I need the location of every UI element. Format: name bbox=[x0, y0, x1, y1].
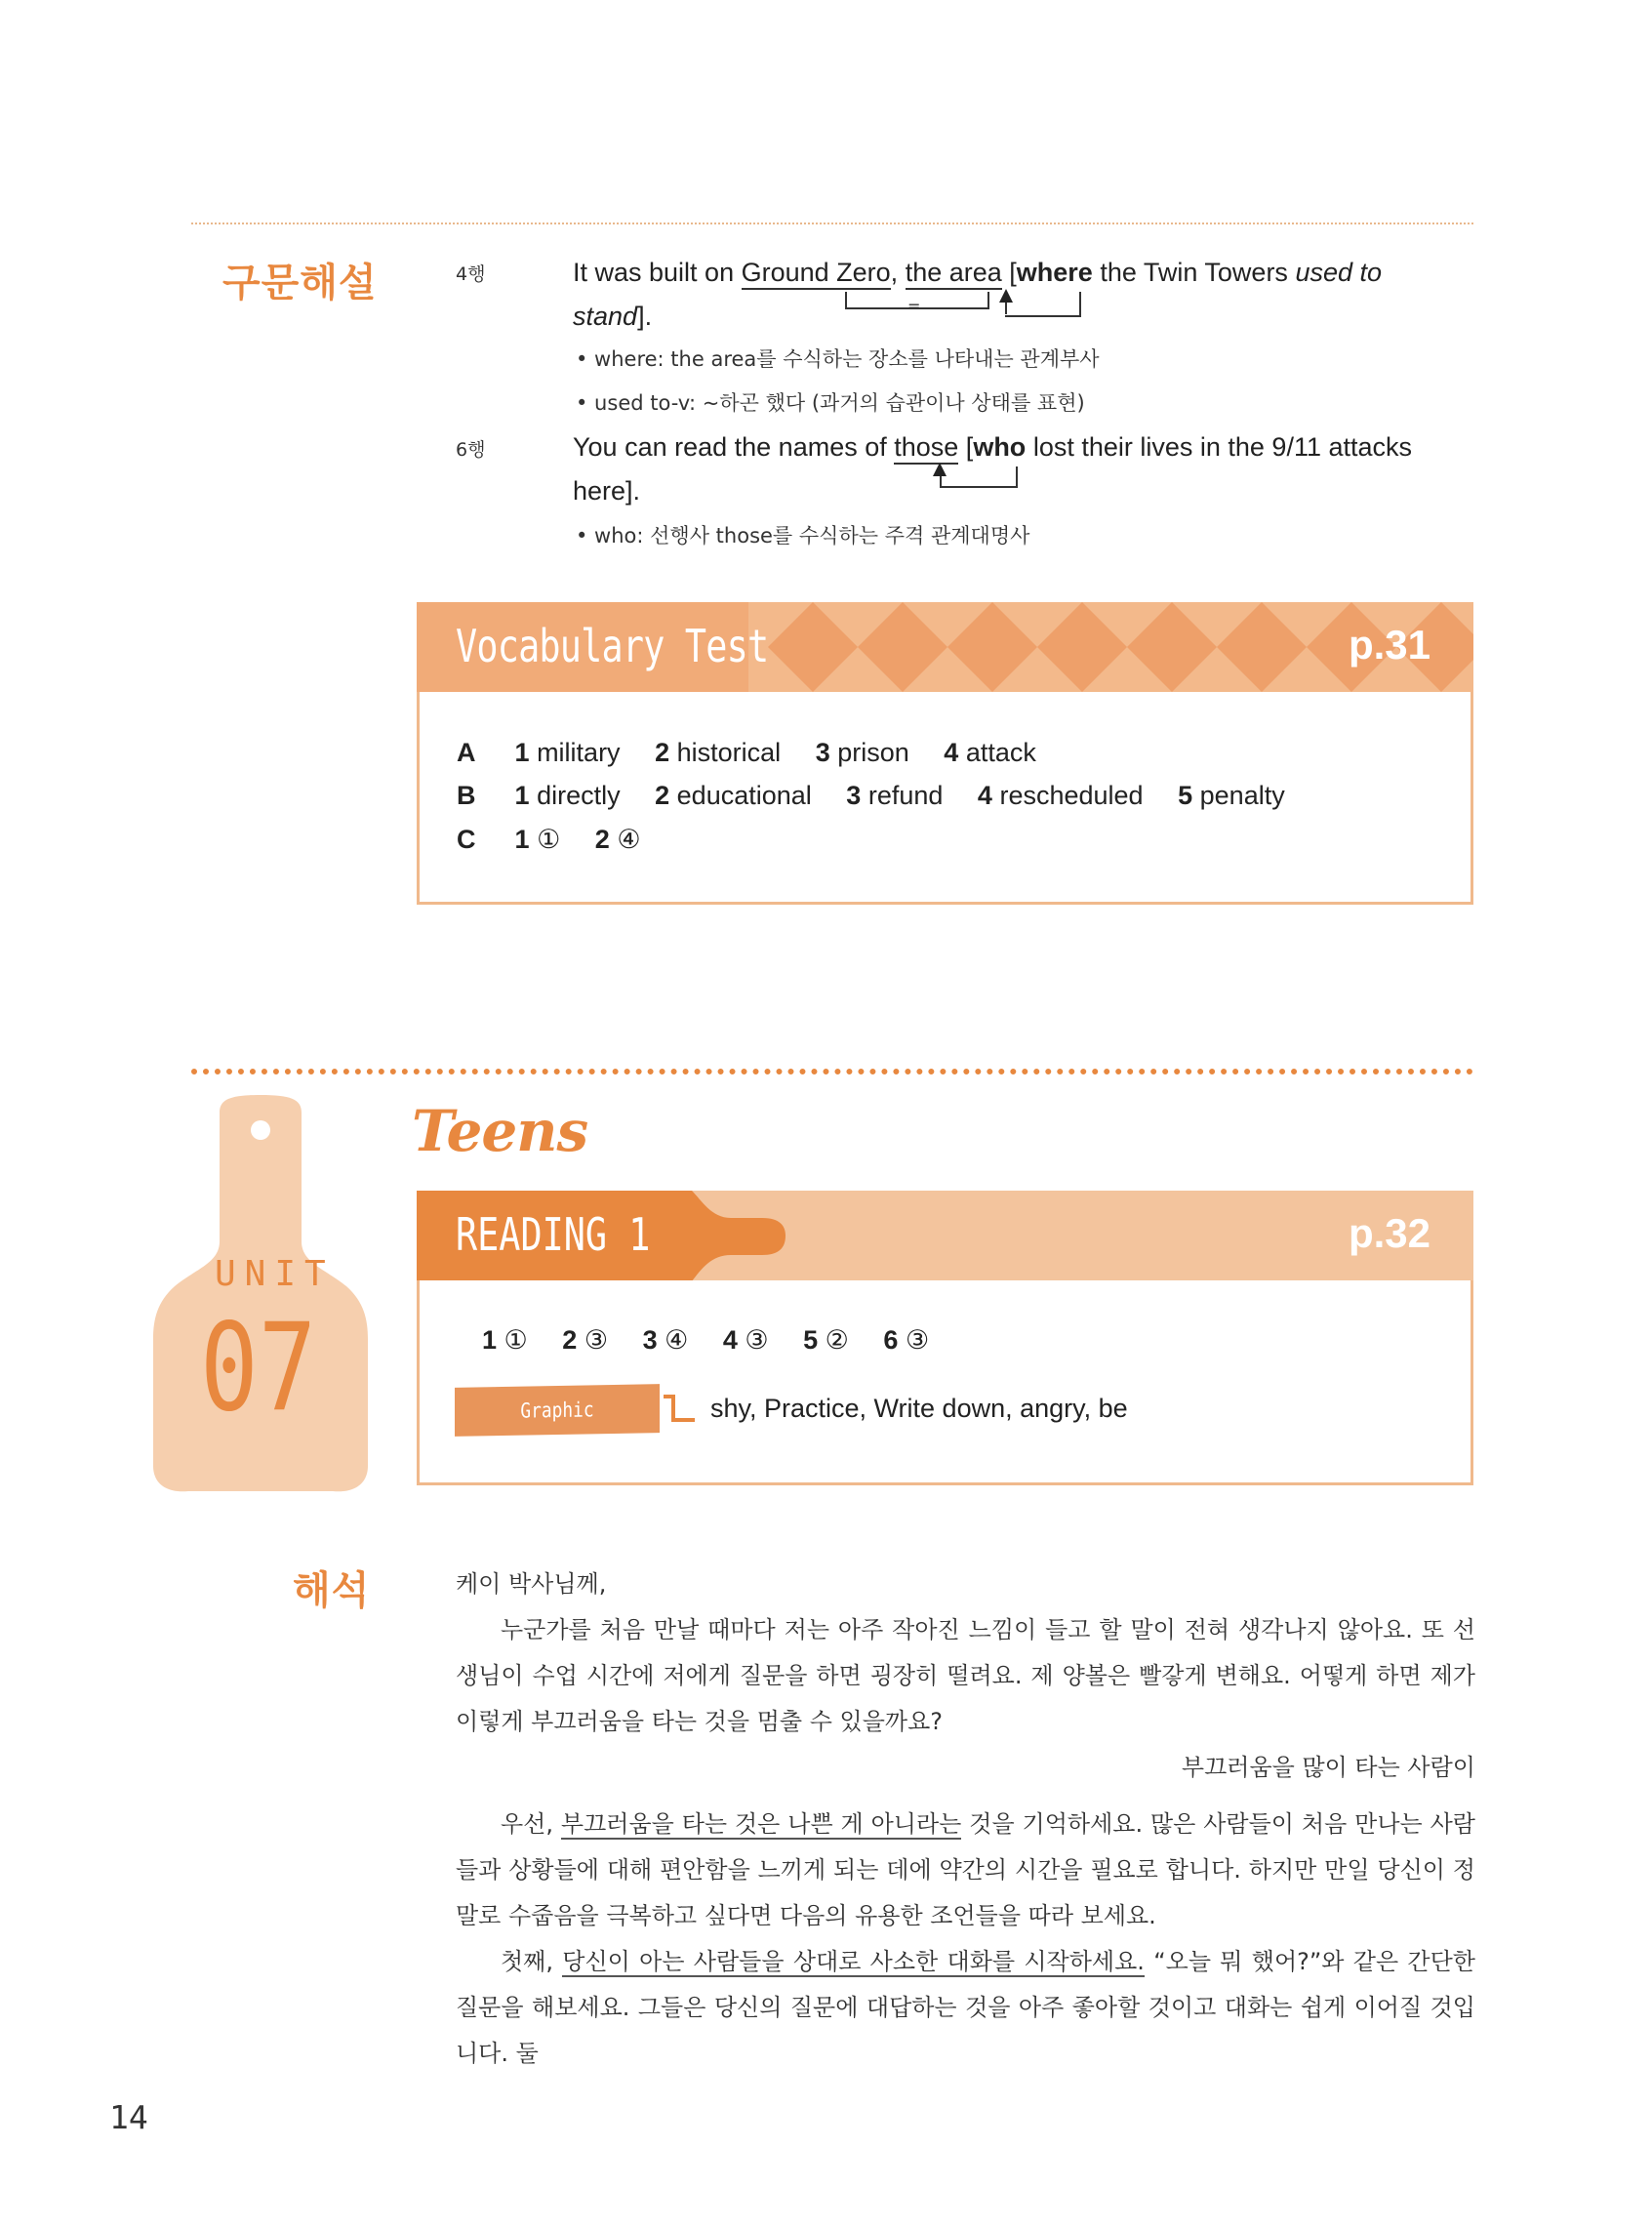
reading-answer: 6 ③ bbox=[883, 1325, 930, 1355]
arrow-up-icon bbox=[999, 289, 1013, 303]
vocab-row-a: A 1 military 2 historical 3 prison 4 attack bbox=[457, 738, 1036, 767]
vocab-title: Vocabulary Test bbox=[456, 620, 769, 672]
reading-answer: 5 ② bbox=[803, 1325, 849, 1355]
translation-paragraph: 첫째, 당신이 아는 사람들을 상대로 사소한 대화를 시작하세요. “오늘 뭐 했어?”와 같은 간단한 질문을 해보세요. 그들은 당신의 질문에 대답하는 것을 아주 좋아할 것이고 대화는 쉽게 이어질 것입니다. 둘 bbox=[456, 1948, 1475, 2067]
line-number-6: 6행 bbox=[456, 439, 486, 461]
translation-paragraph: 우선, 부끄러움을 타는 것은 나쁜 게 아니라는 것을 기억하세요. 많은 사람들이 처음 만나는 사람들과 상황들에 대해 편안함을 느끼게 되는 데에 약간의 시간을 필요로 합니다. 하지만 만일 당신이 정말로 수줍음을 극복하고 싶다면 다음의 유용한 조언들을 따라 보세요. bbox=[456, 1810, 1475, 1929]
reading-answer: 2 ③ bbox=[562, 1325, 609, 1355]
syntax-note: • where: the area를 수식하는 장소를 나타내는 관계부사 bbox=[576, 347, 1100, 371]
reading-title: READING 1 bbox=[456, 1208, 651, 1261]
reading-answer: 3 ④ bbox=[642, 1325, 689, 1355]
syntax-title: 구문해설 bbox=[222, 261, 378, 305]
vocab-row-b: B 1 directly 2 educational 3 refund 4 rescheduled 5 penalty bbox=[457, 781, 1285, 810]
line-number-4: 4행 bbox=[456, 263, 486, 285]
unit-label: UNIT bbox=[215, 1254, 335, 1294]
syntax-note: • who: 선행사 those를 수식하는 주격 관계대명사 bbox=[576, 524, 1030, 547]
syntax-sentence-4: It was built on Ground Zero, the area [where the Twin Towers used to stand]. bbox=[573, 258, 1383, 331]
syntax-sentence-6: You can read the names of those [who lost their lives in the 9/11 attacks here]. bbox=[573, 432, 1413, 506]
page-number: 14 bbox=[109, 2098, 148, 2136]
syntax-note: • used to-v: ~하곤 했다 (과거의 습관이나 상태를 표현) bbox=[576, 391, 1085, 415]
reading-answer: 4 ③ bbox=[722, 1325, 769, 1355]
reading-answer: 1 ① bbox=[482, 1325, 528, 1355]
reading-page-ref: p.32 bbox=[1348, 1210, 1430, 1256]
translation-signature: 부끄러움을 많이 타는 사람이 bbox=[1181, 1754, 1475, 1781]
arrow-up-icon bbox=[933, 463, 947, 476]
graphic-organizer-label: Graphic Organizer bbox=[455, 1384, 660, 1437]
reading-header bbox=[417, 1191, 1473, 1281]
relative-bracket bbox=[940, 466, 1018, 488]
relative-bracket bbox=[1005, 292, 1081, 317]
translation-paragraph: 누군가를 처음 만날 때마다 저는 아주 작아진 느낌이 들고 할 말이 전혀 생각나지 않아요. 또 선생님이 수업 시간에 저에게 질문을 하면 굉장히 떨려요. 제 양볼은 빨갛게 변해요. 어떻게 하면 제가 이렇게 부끄러움을 타는 것을 멈출 수 있을까요? bbox=[456, 1616, 1475, 1735]
reading-answers bbox=[482, 1325, 956, 1356]
vocab-page-ref: p.31 bbox=[1348, 622, 1430, 668]
unit-theme: Teens bbox=[412, 1098, 588, 1164]
unit-divider bbox=[191, 1069, 1473, 1074]
board-handle-shape bbox=[672, 1191, 789, 1281]
vocab-header bbox=[417, 602, 1473, 693]
equals-sign: = bbox=[907, 297, 921, 315]
top-divider bbox=[191, 223, 1473, 224]
vocab-row-c: C 1 ① 2 ④ bbox=[457, 825, 641, 854]
unit-number: 07 bbox=[200, 1298, 317, 1439]
translation-greeting: 케이 박사님께, bbox=[456, 1570, 607, 1598]
connector-icon bbox=[660, 1391, 699, 1430]
translation-title: 해석 bbox=[293, 1568, 371, 1613]
graphic-organizer-answer: shy, Practice, Write down, angry, be bbox=[710, 1394, 1128, 1423]
